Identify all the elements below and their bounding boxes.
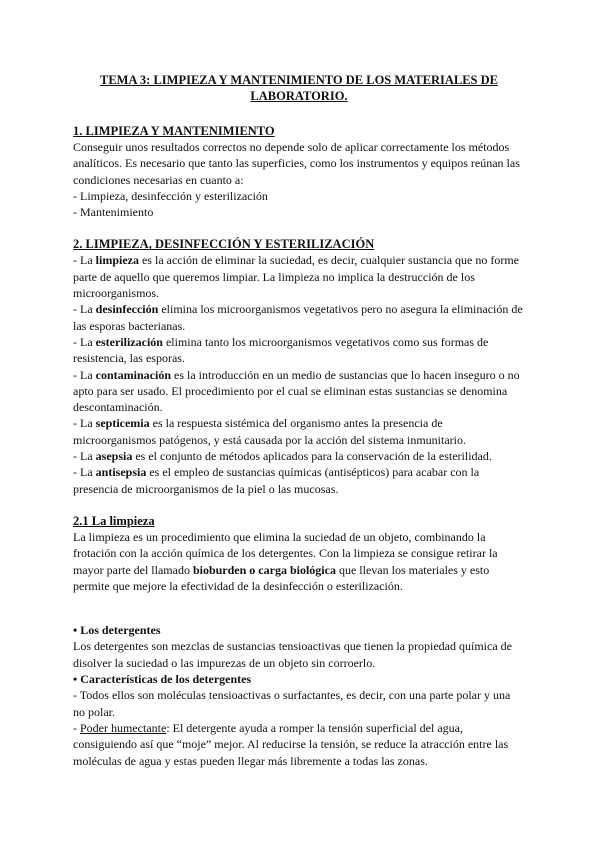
term: asepsia bbox=[95, 449, 133, 464]
term: contaminación bbox=[95, 367, 171, 382]
section-2 bbox=[73, 236, 525, 496]
underlined-label: Poder humectante bbox=[80, 720, 167, 735]
detergents-section bbox=[73, 622, 525, 769]
term: limpieza bbox=[95, 253, 139, 268]
definition-limpieza: - La limpieza es la acción de eliminar la suciedad, es decir, cualquier sustancia que no forme parte de aquello que queremos limpiar. La limpieza no implica la destrucción de los microorganismos. bbox=[73, 253, 520, 301]
definition-contaminacion: - La contaminación es la introducción en un medio de sustancias que lo hacen inseguro o no apto para ser usado. El procedimiento por el cual se eliminan estas sustancias se denomina descontaminación. bbox=[73, 367, 520, 415]
title-line-1: TEMA 3: LIMPIEZA Y MANTENIMIENTO DE LOS MATERIALES DE bbox=[100, 73, 498, 87]
section-1-heading: 1. LIMPIEZA Y MANTENIMIENTO bbox=[73, 124, 275, 138]
section-2-1-heading: 2.1 La limpieza bbox=[73, 513, 155, 528]
definition-esterilizacion: - La esterilización elimina tanto los microorganismos vegetativos como sus formas de resistencia, las esporas. bbox=[73, 334, 489, 366]
characteristic-item: - Todos ellos son moléculas tensioactivas o surfactantes, es decir, con una parte polar y una no polar. bbox=[73, 688, 511, 719]
definition-septicemia: - La septicemia es la respuesta sistémica del organismo antes la presencia de microorganismos patógenos, y está causada por la acción del sistema inmunitario. bbox=[73, 416, 467, 447]
term: esterilización bbox=[95, 334, 163, 349]
section-2-heading: 2. LIMPIEZA, DESINFECCIÓN Y ESTERILIZACIÓN bbox=[73, 237, 375, 252]
section-1-item: - Limpieza, desinfección y esterilización bbox=[73, 188, 268, 203]
section-2-1 bbox=[73, 513, 525, 594]
detergents-text: Los detergentes son mezclas de sustancias tensioactivas que tienen la propiedad química de disolver la suciedad o las impurezas de un objeto sin corroerlo. bbox=[73, 639, 512, 670]
term: desinfección bbox=[95, 302, 159, 317]
characteristics-heading: • Características de los detergentes bbox=[73, 672, 252, 687]
term: antisepsia bbox=[95, 465, 147, 480]
definition-desinfeccion: - La desinfección elimina los microorganismos vegetativos pero no asegura la eliminación de las esporas bacterianas. bbox=[73, 302, 523, 333]
definition-asepsia: - La asepsia es el conjunto de métodos aplicados para la conservación de la esterilidad. bbox=[73, 449, 492, 464]
section-2-1-text: La limpieza es un procedimiento que elimina la suciedad de un objeto, combinando la frotación con la acción química de los detergentes. Con la limpieza se consigue retirar la mayor parte del llamado bioburden o carga biológica que llevan los materiales y esto permite que mejore la efectividad de la desinfección o esterilización. bbox=[73, 529, 498, 593]
document-title bbox=[73, 72, 525, 104]
detergents-heading: • Los detergentes bbox=[73, 623, 161, 638]
definition-antisepsia: - La antisepsia es el empleo de sustancias químicas (antisépticos) para acabar con la presencia de microorganismos de la piel o las mucosas. bbox=[73, 465, 480, 496]
title-line-2: LABORATORIO. bbox=[250, 89, 348, 103]
document-page bbox=[73, 72, 525, 769]
term: septicemia bbox=[95, 416, 150, 431]
section-1 bbox=[73, 123, 525, 220]
section-1-item: - Mantenimiento bbox=[73, 205, 154, 220]
section-1-intro: Conseguir unos resultados correctos no depende solo de aplicar correctamente los métodos analíticos. Es necesario que tanto las superficies, como los instrumentos y equipos reúnan las condiciones necesarias en cuanto a: bbox=[73, 140, 520, 187]
bold-term: bioburden o carga biológica bbox=[192, 562, 336, 577]
characteristic-item: - Poder humectante: El detergente ayuda a romper la tensión superficial del agua, consiguiendo así que “moje” mejor. Al reducirse la tensión, se reduce la atracción entre las moléculas de agua y estas pueden llegar más libremente a todas las zonas. bbox=[73, 720, 509, 768]
